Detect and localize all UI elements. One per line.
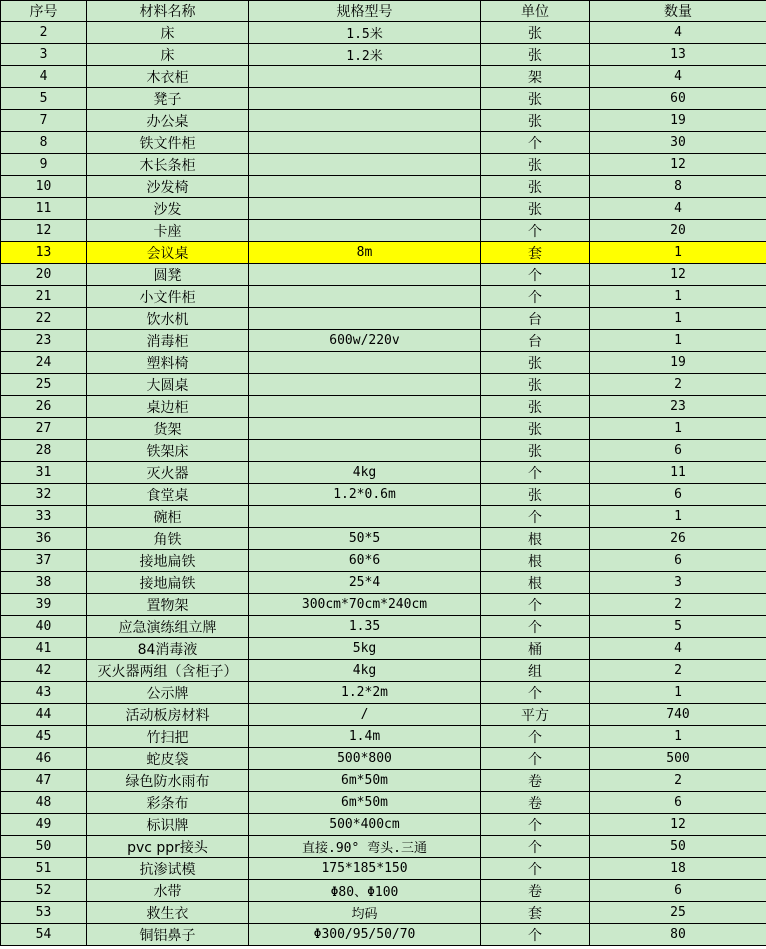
cell-no[interactable]: 42	[1, 660, 87, 682]
table-row	[1, 88, 766, 110]
cell-name[interactable]: 置物架	[87, 594, 249, 616]
cell-name[interactable]: 铁架床	[87, 440, 249, 462]
cell-name[interactable]: 接地扁铁	[87, 550, 249, 572]
cell-qty[interactable]: 19	[590, 110, 766, 132]
cell-spec[interactable]	[249, 308, 481, 330]
table-row	[1, 506, 766, 528]
table-row	[1, 594, 766, 616]
cell-spec[interactable]: 1.2*2m	[249, 682, 481, 704]
cell-name[interactable]: 角铁	[87, 528, 249, 550]
cell-no[interactable]: 10	[1, 176, 87, 198]
cell-spec[interactable]	[249, 374, 481, 396]
cell-spec[interactable]: 1.2米	[249, 44, 481, 66]
table-row	[1, 110, 766, 132]
table-body	[1, 22, 766, 946]
cell-no[interactable]: 45	[1, 726, 87, 748]
cell-qty[interactable]: 2	[590, 770, 766, 792]
cell-unit[interactable]: 张	[481, 198, 590, 220]
cell-name[interactable]: 小文件柜	[87, 286, 249, 308]
cell-unit[interactable]: 个	[481, 924, 590, 946]
table-row	[1, 660, 766, 682]
cell-spec[interactable]	[249, 506, 481, 528]
cell-qty[interactable]: 3	[590, 572, 766, 594]
cell-unit[interactable]: 套	[481, 242, 590, 264]
cell-no[interactable]: 4	[1, 66, 87, 88]
cell-spec[interactable]: 6m*50m	[249, 770, 481, 792]
cell-qty[interactable]: 12	[590, 264, 766, 286]
table-row	[1, 792, 766, 814]
table-row	[1, 66, 766, 88]
cell-spec[interactable]: Φ80、Φ100	[249, 880, 481, 902]
cell-spec[interactable]: 50*5	[249, 528, 481, 550]
cell-name[interactable]: 铁文件柜	[87, 132, 249, 154]
cell-no[interactable]: 51	[1, 858, 87, 880]
cell-no[interactable]: 23	[1, 330, 87, 352]
cell-no[interactable]: 32	[1, 484, 87, 506]
cell-no[interactable]: 36	[1, 528, 87, 550]
cell-unit[interactable]: 卷	[481, 880, 590, 902]
cell-unit[interactable]: 张	[481, 440, 590, 462]
cell-unit[interactable]: 个	[481, 836, 590, 858]
cell-no[interactable]: 52	[1, 880, 87, 902]
cell-no[interactable]: 53	[1, 902, 87, 924]
cell-name[interactable]: 活动板房材料	[87, 704, 249, 726]
table-row	[1, 154, 766, 176]
table-row	[1, 880, 766, 902]
cell-unit[interactable]: 张	[481, 352, 590, 374]
cell-name[interactable]: 接地扁铁	[87, 572, 249, 594]
cell-qty[interactable]: 19	[590, 352, 766, 374]
cell-qty[interactable]: 4	[590, 66, 766, 88]
cell-qty[interactable]: 4	[590, 198, 766, 220]
table-row	[1, 484, 766, 506]
cell-no[interactable]: 26	[1, 396, 87, 418]
cell-qty[interactable]: 60	[590, 88, 766, 110]
cell-spec[interactable]: 5kg	[249, 638, 481, 660]
cell-unit[interactable]: 根	[481, 572, 590, 594]
cell-spec[interactable]	[249, 88, 481, 110]
cell-name[interactable]: 凳子	[87, 88, 249, 110]
cell-no[interactable]: 37	[1, 550, 87, 572]
cell-spec[interactable]: 4kg	[249, 660, 481, 682]
cell-qty[interactable]: 6	[590, 880, 766, 902]
cell-spec[interactable]: 4kg	[249, 462, 481, 484]
cell-name[interactable]: 圆凳	[87, 264, 249, 286]
cell-no[interactable]: 48	[1, 792, 87, 814]
cell-name[interactable]: 大圆桌	[87, 374, 249, 396]
cell-name[interactable]: 铜铝鼻子	[87, 924, 249, 946]
cell-qty[interactable]: 25	[590, 902, 766, 924]
cell-qty[interactable]: 740	[590, 704, 766, 726]
cell-unit[interactable]: 张	[481, 110, 590, 132]
cell-spec[interactable]	[249, 396, 481, 418]
cell-spec[interactable]: Φ300/95/50/70	[249, 924, 481, 946]
cell-unit[interactable]: 组	[481, 660, 590, 682]
cell-unit[interactable]: 个	[481, 264, 590, 286]
cell-spec[interactable]: 600w/220v	[249, 330, 481, 352]
cell-unit[interactable]: 张	[481, 418, 590, 440]
cell-unit[interactable]: 张	[481, 176, 590, 198]
cell-unit[interactable]: 张	[481, 44, 590, 66]
cell-qty[interactable]: 1	[590, 242, 766, 264]
cell-qty[interactable]: 500	[590, 748, 766, 770]
cell-qty[interactable]: 23	[590, 396, 766, 418]
table-row	[1, 726, 766, 748]
cell-no[interactable]: 41	[1, 638, 87, 660]
cell-no[interactable]: 44	[1, 704, 87, 726]
cell-qty[interactable]: 8	[590, 176, 766, 198]
cell-unit[interactable]: 平方	[481, 704, 590, 726]
cell-spec[interactable]: 60*6	[249, 550, 481, 572]
cell-no[interactable]: 9	[1, 154, 87, 176]
header-cell-unit[interactable]: 单位	[481, 1, 590, 22]
table-row	[1, 528, 766, 550]
cell-name[interactable]: 床	[87, 22, 249, 44]
cell-unit[interactable]: 张	[481, 88, 590, 110]
table-row	[1, 704, 766, 726]
table-row	[1, 374, 766, 396]
cell-unit[interactable]: 架	[481, 66, 590, 88]
cell-spec[interactable]	[249, 264, 481, 286]
table-row	[1, 748, 766, 770]
cell-unit[interactable]: 个	[481, 814, 590, 836]
table-row	[1, 814, 766, 836]
cell-no[interactable]: 8	[1, 132, 87, 154]
cell-qty[interactable]: 18	[590, 858, 766, 880]
cell-name[interactable]: 公示牌	[87, 682, 249, 704]
cell-no[interactable]: 54	[1, 924, 87, 946]
cell-no[interactable]: 3	[1, 44, 87, 66]
cell-name[interactable]: 碗柜	[87, 506, 249, 528]
cell-unit[interactable]: 卷	[481, 792, 590, 814]
cell-qty[interactable]: 20	[590, 220, 766, 242]
table-row	[1, 264, 766, 286]
table-row	[1, 770, 766, 792]
cell-unit[interactable]: 个	[481, 616, 590, 638]
table-row	[1, 132, 766, 154]
cell-unit[interactable]: 张	[481, 396, 590, 418]
table-row	[1, 550, 766, 572]
cell-name[interactable]: 木衣柜	[87, 66, 249, 88]
cell-spec[interactable]	[249, 66, 481, 88]
cell-spec[interactable]	[249, 286, 481, 308]
cell-spec[interactable]: 300cm*70cm*240cm	[249, 594, 481, 616]
cell-no[interactable]: 22	[1, 308, 87, 330]
cell-name[interactable]: pvc ppr接头	[87, 836, 249, 858]
cell-spec[interactable]: 8m	[249, 242, 481, 264]
cell-name[interactable]: 饮水机	[87, 308, 249, 330]
cell-name[interactable]: 绿色防水雨布	[87, 770, 249, 792]
table-row	[1, 330, 766, 352]
table-row	[1, 462, 766, 484]
cell-no[interactable]: 2	[1, 22, 87, 44]
cell-qty[interactable]: 6	[590, 550, 766, 572]
cell-no[interactable]: 43	[1, 682, 87, 704]
cell-unit[interactable]: 套	[481, 902, 590, 924]
cell-qty[interactable]: 1	[590, 682, 766, 704]
table-row	[1, 286, 766, 308]
cell-no[interactable]: 13	[1, 242, 87, 264]
cell-name[interactable]: 床	[87, 44, 249, 66]
cell-spec[interactable]: 500*800	[249, 748, 481, 770]
cell-spec[interactable]	[249, 198, 481, 220]
cell-no[interactable]: 5	[1, 88, 87, 110]
cell-qty[interactable]: 30	[590, 132, 766, 154]
cell-name[interactable]: 货架	[87, 418, 249, 440]
cell-no[interactable]: 7	[1, 110, 87, 132]
cell-spec[interactable]: 1.4m	[249, 726, 481, 748]
cell-unit[interactable]: 个	[481, 132, 590, 154]
cell-qty[interactable]: 1	[590, 506, 766, 528]
cell-no[interactable]: 12	[1, 220, 87, 242]
cell-no[interactable]: 27	[1, 418, 87, 440]
cell-spec[interactable]: 6m*50m	[249, 792, 481, 814]
table-row	[1, 176, 766, 198]
cell-spec[interactable]	[249, 132, 481, 154]
cell-qty[interactable]: 1	[590, 330, 766, 352]
cell-qty[interactable]: 1	[590, 418, 766, 440]
cell-spec[interactable]	[249, 220, 481, 242]
table-row	[1, 418, 766, 440]
cell-qty[interactable]: 2	[590, 374, 766, 396]
cell-name[interactable]: 塑料椅	[87, 352, 249, 374]
cell-spec[interactable]	[249, 154, 481, 176]
cell-spec[interactable]	[249, 418, 481, 440]
cell-spec[interactable]: 1.5米	[249, 22, 481, 44]
cell-qty[interactable]: 1	[590, 286, 766, 308]
cell-no[interactable]: 21	[1, 286, 87, 308]
header-cell-spec[interactable]: 规格型号	[249, 1, 481, 22]
cell-name[interactable]: 沙发椅	[87, 176, 249, 198]
cell-no[interactable]: 49	[1, 814, 87, 836]
cell-qty[interactable]: 6	[590, 792, 766, 814]
table-row	[1, 616, 766, 638]
cell-qty[interactable]: 11	[590, 462, 766, 484]
table-row	[1, 440, 766, 462]
cell-name[interactable]: 蛇皮袋	[87, 748, 249, 770]
cell-spec[interactable]: 1.35	[249, 616, 481, 638]
cell-qty[interactable]: 2	[590, 594, 766, 616]
cell-no[interactable]: 33	[1, 506, 87, 528]
cell-no[interactable]: 11	[1, 198, 87, 220]
cell-no[interactable]: 28	[1, 440, 87, 462]
table-row	[1, 220, 766, 242]
cell-qty[interactable]: 13	[590, 44, 766, 66]
cell-qty[interactable]: 4	[590, 638, 766, 660]
cell-qty[interactable]: 12	[590, 814, 766, 836]
cell-unit[interactable]: 台	[481, 308, 590, 330]
cell-name[interactable]: 标识牌	[87, 814, 249, 836]
table-row	[1, 352, 766, 374]
header-row	[1, 1, 766, 22]
cell-unit[interactable]: 根	[481, 528, 590, 550]
header-cell-no[interactable]: 序号	[1, 1, 87, 22]
cell-name[interactable]: 办公桌	[87, 110, 249, 132]
cell-no[interactable]: 25	[1, 374, 87, 396]
cell-spec[interactable]: 均码	[249, 902, 481, 924]
table-row	[1, 198, 766, 220]
table-row	[1, 902, 766, 924]
cell-qty[interactable]: 1	[590, 726, 766, 748]
cell-no[interactable]: 47	[1, 770, 87, 792]
cell-qty[interactable]: 50	[590, 836, 766, 858]
cell-no[interactable]: 24	[1, 352, 87, 374]
cell-unit[interactable]: 张	[481, 374, 590, 396]
cell-spec[interactable]: 1.2*0.6m	[249, 484, 481, 506]
cell-unit[interactable]: 个	[481, 506, 590, 528]
cell-no[interactable]: 39	[1, 594, 87, 616]
cell-spec[interactable]: 25*4	[249, 572, 481, 594]
cell-no[interactable]: 46	[1, 748, 87, 770]
cell-name[interactable]: 卡座	[87, 220, 249, 242]
table-row	[1, 44, 766, 66]
table-row	[1, 858, 766, 880]
cell-spec[interactable]	[249, 440, 481, 462]
cell-name[interactable]: 灭火器两组（含柜子）	[87, 660, 249, 682]
cell-name[interactable]: 会议桌	[87, 242, 249, 264]
cell-name[interactable]: 沙发	[87, 198, 249, 220]
cell-name[interactable]: 灭火器	[87, 462, 249, 484]
cell-unit[interactable]: 根	[481, 550, 590, 572]
cell-name[interactable]: 救生衣	[87, 902, 249, 924]
header-cell-qty[interactable]: 数量	[590, 1, 766, 22]
cell-name[interactable]: 84消毒液	[87, 638, 249, 660]
cell-qty[interactable]: 26	[590, 528, 766, 550]
cell-spec[interactable]: 直接.90° 弯头.三通	[249, 836, 481, 858]
cell-unit[interactable]: 卷	[481, 770, 590, 792]
cell-qty[interactable]: 6	[590, 484, 766, 506]
cell-unit[interactable]: 个	[481, 594, 590, 616]
cell-name[interactable]: 抗渗试模	[87, 858, 249, 880]
table-row	[1, 572, 766, 594]
cell-name[interactable]: 应急演练组立牌	[87, 616, 249, 638]
cell-qty[interactable]: 6	[590, 440, 766, 462]
cell-unit[interactable]: 个	[481, 220, 590, 242]
cell-unit[interactable]: 张	[481, 154, 590, 176]
table-row	[1, 22, 766, 44]
cell-unit[interactable]: 台	[481, 330, 590, 352]
cell-name[interactable]: 食堂桌	[87, 484, 249, 506]
table-row	[1, 396, 766, 418]
cell-name[interactable]: 水带	[87, 880, 249, 902]
cell-qty[interactable]: 1	[590, 308, 766, 330]
cell-name[interactable]: 竹扫把	[87, 726, 249, 748]
cell-unit[interactable]: 个	[481, 462, 590, 484]
cell-spec[interactable]: /	[249, 704, 481, 726]
cell-no[interactable]: 20	[1, 264, 87, 286]
table-row	[1, 836, 766, 858]
cell-unit[interactable]: 桶	[481, 638, 590, 660]
cell-unit[interactable]: 张	[481, 484, 590, 506]
cell-qty[interactable]: 4	[590, 22, 766, 44]
header-cell-name[interactable]: 材料名称	[87, 1, 249, 22]
cell-qty[interactable]: 2	[590, 660, 766, 682]
cell-spec[interactable]	[249, 110, 481, 132]
cell-qty[interactable]: 80	[590, 924, 766, 946]
cell-unit[interactable]: 个	[481, 726, 590, 748]
cell-unit[interactable]: 张	[481, 22, 590, 44]
cell-unit[interactable]: 个	[481, 858, 590, 880]
cell-no[interactable]: 50	[1, 836, 87, 858]
cell-no[interactable]: 38	[1, 572, 87, 594]
cell-name[interactable]: 桌边柜	[87, 396, 249, 418]
cell-qty[interactable]: 12	[590, 154, 766, 176]
cell-spec[interactable]	[249, 352, 481, 374]
table-row	[1, 308, 766, 330]
cell-unit[interactable]: 个	[481, 682, 590, 704]
table-row	[1, 638, 766, 660]
table-row	[1, 242, 766, 264]
cell-name[interactable]: 木长条柜	[87, 154, 249, 176]
cell-spec[interactable]	[249, 176, 481, 198]
cell-unit[interactable]: 个	[481, 748, 590, 770]
cell-no[interactable]: 31	[1, 462, 87, 484]
table-row	[1, 682, 766, 704]
cell-unit[interactable]: 个	[481, 286, 590, 308]
cell-name[interactable]: 消毒柜	[87, 330, 249, 352]
cell-spec[interactable]: 500*400cm	[249, 814, 481, 836]
table-row	[1, 924, 766, 946]
cell-no[interactable]: 40	[1, 616, 87, 638]
cell-qty[interactable]: 5	[590, 616, 766, 638]
cell-name[interactable]: 彩条布	[87, 792, 249, 814]
cell-spec[interactable]: 175*185*150	[249, 858, 481, 880]
